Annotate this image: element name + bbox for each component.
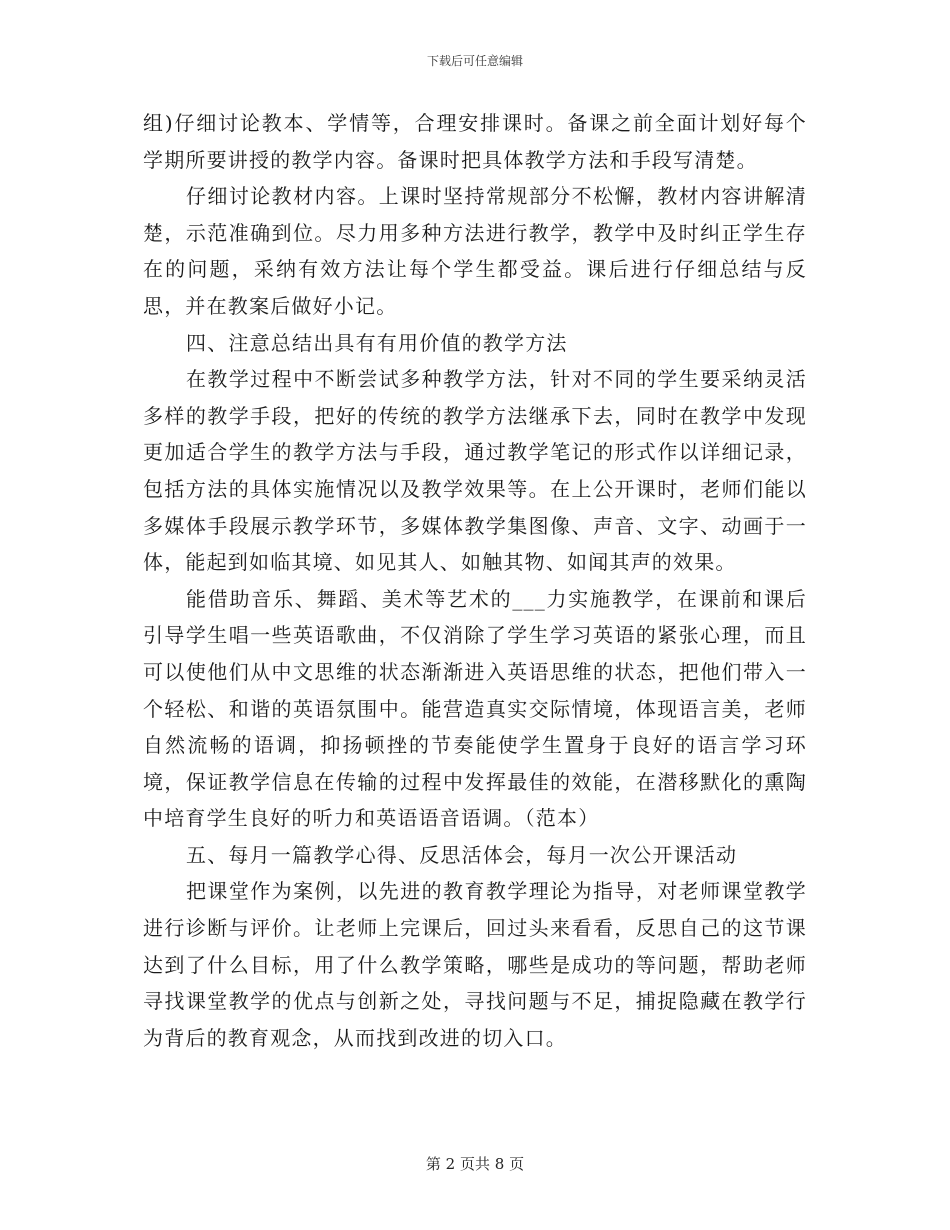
section-heading: 五、每月一篇教学心得、反思活体会，每月一次公开课活动 bbox=[186, 842, 738, 867]
page-header: 下载后可任意编辑 bbox=[426, 54, 523, 68]
paragraph: 在教学过程中不断尝试多种教学方法，针对不同的学生要采纳灵活多样的教学手段，把好的传统的教学方法继承下去，同时在教学中发现更加适合学生的教学方法与手段，通过教学笔记的形式作以详细记录，包括方法的具体实施情况以及教学效果等。在上公开课时，老师们能以多媒体手段展示教学环节，多媒体教学集图像、声音、文字、动画于一体，能起到如临其境、如见其人、如触其物、如闻其声的效果。 bbox=[143, 367, 807, 575]
paragraph: 组)仔细讨论教本、学情等，合理安排课时。备课之前全面计划好每个学期所要讲授的教学内容。备课时把具体教学方法和手段写清楚。 bbox=[143, 111, 807, 172]
document-body bbox=[143, 105, 807, 1056]
section-heading: 四、注意总结出具有有用价值的教学方法 bbox=[186, 330, 568, 355]
paragraph: 能借助音乐、舞蹈、美术等艺术的___力实施教学，在课前和课后引导学生唱一些英语歌曲，不仅消除了学生学习英语的紧张心理，而且可以使他们从中文思维的状态渐渐进入英语思维的状态，把他们带入一个轻松、和谐的英语氛围中。能营造真实交际情境，体现语言美，老师自然流畅的语调，抑扬顿挫的节奏能使学生置身于良好的语言学习环境，保证教学信息在传输的过程中发挥最佳的效能，在潜移默化的熏陶中培育学生良好的听力和英语语音语调。（范本） bbox=[143, 586, 807, 831]
paragraph: 仔细讨论教材内容。上课时坚持常规部分不松懈，教材内容讲解清楚，示范准确到位。尽力用多种方法进行教学，教学中及时纠正学生存在的问题，采纳有效方法让每个学生都受益。课后进行仔细总结与反思，并在教案后做好小记。 bbox=[143, 184, 807, 318]
page-number: 第 2 页共 8 页 bbox=[425, 1155, 525, 1173]
paragraph: 把课堂作为案例，以先进的教育教学理论为指导，对老师课堂教学进行诊断与评价。让老师上完课后，回过头来看看，反思自己的这节课达到了什么目标，用了什么教学策略，哪些是成功的等问题，帮助老师寻找课堂教学的优点与创新之处，寻找问题与不足，捕捉隐藏在教学行为背后的教育观念，从而找到改进的切入口。 bbox=[143, 879, 807, 1050]
